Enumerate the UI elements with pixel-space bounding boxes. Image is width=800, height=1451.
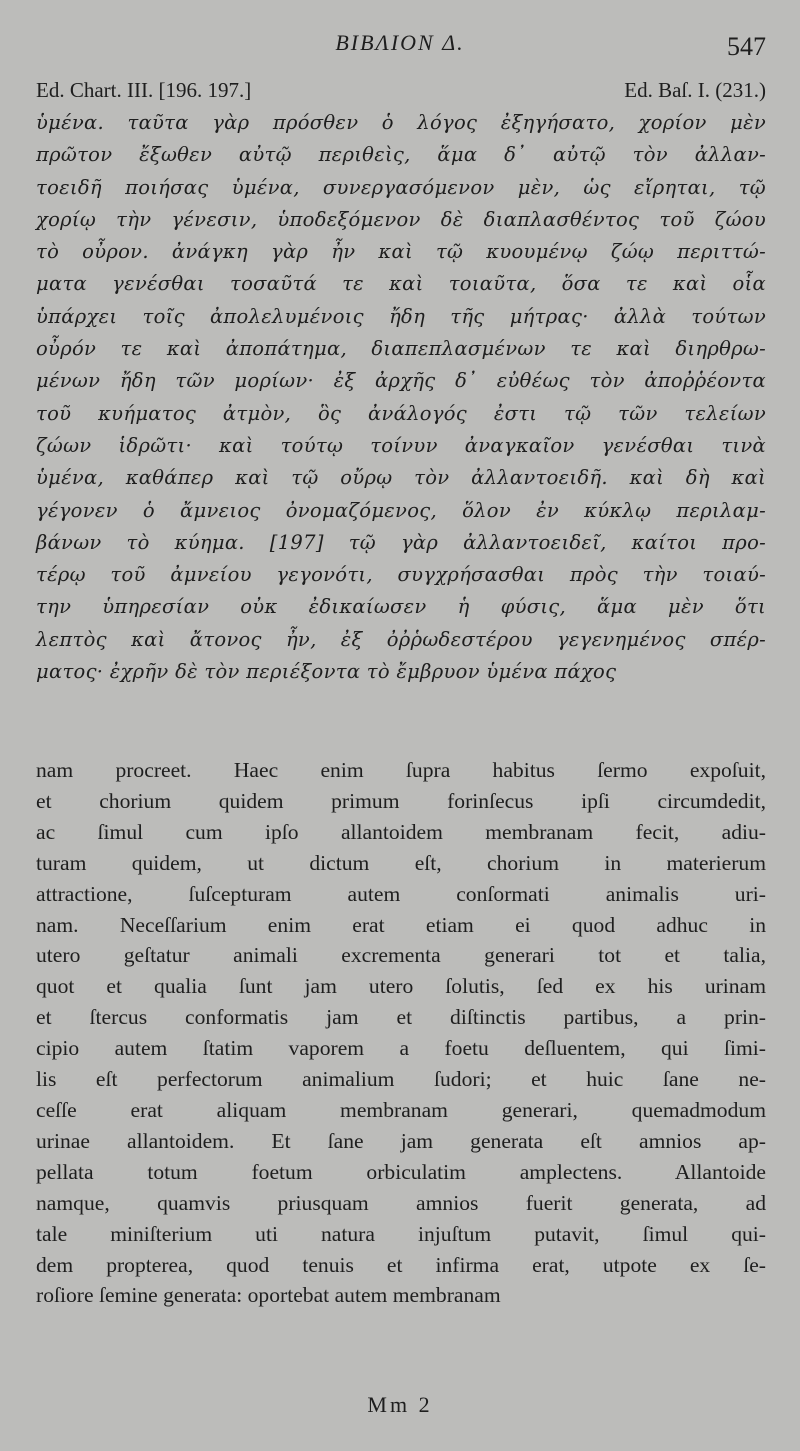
latin-text-line: urinae allantoidem. Et ſane jam generata eſt amnios ap- xyxy=(36,1128,766,1153)
running-title: BIBΛION Δ. xyxy=(335,30,465,55)
latin-text-line: namque, quamvis priusquam amnios fuerit generata, ad xyxy=(36,1190,766,1215)
latin-text-line: pellata totum foetum orbiculatim amplectens. Allantoide xyxy=(36,1159,766,1184)
greek-text-line: ὑμένα. ταῦτα γὰρ πρόσθεν ὁ λόγος ἐξηγήσατο, χορίον μὲν xyxy=(36,111,766,134)
latin-text-line: quot et qualia ſunt jam utero ſolutis, ſed ex his urinam xyxy=(36,974,766,999)
greek-text-line: ζώων ἱδρῶτι· καὶ τούτῳ τοίνυν ἀναγκαῖον γενέσθαι τινὰ xyxy=(36,433,766,457)
latin-text-line: turam quidem, ut dictum eſt, chorium in materierum xyxy=(36,850,766,875)
latin-text-line: lis eſt perfectorum animalium ſudori; et huic ſane ne- xyxy=(36,1067,766,1092)
latin-text-line: attractione, ſuſcepturam autem conſormati animalis uri- xyxy=(36,881,766,906)
latin-text-line: tale miniſterium uti natura injuſtum putavit, ſimul qui- xyxy=(36,1221,766,1246)
greek-text-line: την ὑπηρεσίαν οὐκ ἐδικαίωσεν ἡ φύσις, ἅμα μὲν ὅτι xyxy=(36,595,766,619)
edition-reference-line xyxy=(36,78,766,103)
greek-text-line: οὖρόν τε καὶ ἀποπάτημα, διαπεπλασμένων τε καὶ διηρθρω- xyxy=(36,337,766,361)
latin-text-line: utero geſtatur animali excrementa generari tot et talia, xyxy=(36,943,766,968)
latin-text-line: dem propterea, quod tenuis et infirma erat, utpote ex ſe- xyxy=(36,1252,766,1277)
latin-text-line: et chorium quidem primum forinſecus ipſi circumdedit, xyxy=(36,788,766,813)
page-number: 547 xyxy=(727,32,766,61)
latin-text-line: nam. Neceſſarium enim erat etiam ei quod adhuc in xyxy=(36,912,766,937)
greek-text-line: ὑπάρχει τοῖς ἀπολελυμένοις ἤδη τῆς μήτρας· ἀλλὰ τούτων xyxy=(36,304,766,328)
greek-text-line: βάνων τὸ κύημα. [197] τῷ γὰρ ἀλλαντοειδεῖ, καίτοι προ- xyxy=(36,530,766,554)
greek-text-line: τέρῳ τοῦ ἀμνείου γεγονότι, συγχρήσασθαι πρὸς τὴν τοιαύ- xyxy=(36,563,766,587)
greek-text-line: γέγονεν ὁ ἄμνειος ὀνομαζόμενος, ὅλον ἐν κύκλῳ περιλαμ- xyxy=(36,498,766,522)
greek-text-line: τοῦ κυήματος ἀτμὸν, ὃς ἀνάλογός ἐστι τῷ τῶν τελείων xyxy=(36,401,766,425)
greek-text-line: λεπτὸς καὶ ἄτονος ἦν, ἐξ ὀῤῥωδεστέρου γεγενημένος σπέρ- xyxy=(36,627,766,651)
greek-text-line: τὸ οὖρον. ἀνάγκη γὰρ ἦν καὶ τῷ κυουμένῳ ζώῳ περιττώ- xyxy=(36,240,766,264)
edition-reference-left: Ed. Chart. III. [196. 197.] xyxy=(36,78,252,102)
greek-text-line: μένων ἤδη τῶν μορίων· ἐξ ἀρχῆς δ᾽ εὐθέως τὸν ἀποῤῥέοντα xyxy=(36,369,766,393)
greek-text-line: ὑμένα, καθάπερ καὶ τῷ οὔρῳ τὸν ἀλλαντοειδῆ. καὶ δὴ καὶ xyxy=(36,466,766,490)
greek-text-block xyxy=(36,107,766,688)
edition-reference-right: Ed. Baſ. I. (231.) xyxy=(624,78,766,102)
latin-text-line: et ſtercus conformatis jam et diſtinctis partibus, a prin- xyxy=(36,1005,766,1030)
greek-text-line: ματα γενέσθαι τοσαῦτά τε καὶ τοιαῦτα, ὅσα τε καὶ οἷα xyxy=(36,272,766,296)
greek-text-line: τοειδῆ ποιήσας ὑμένα, συνεργασόμενον μὲν, ὡς εἴρηται, τῷ xyxy=(36,175,766,199)
greek-text-line: χορίῳ τὴν γένεσιν, ὑποδεξόμενον δὲ διαπλασθέντος τοῦ ζώου xyxy=(36,207,766,231)
signature-mark: Mm 2 xyxy=(367,1392,433,1417)
latin-text-line: ac ſimul cum ipſo allantoidem membranam fecit, adiu- xyxy=(36,819,766,844)
latin-text-line: cipio autem ſtatim vaporem a foetu deſluentem, qui ſimi- xyxy=(36,1036,766,1061)
latin-text-line: ceſſe erat aliquam membranam generari, quemadmodum xyxy=(36,1097,766,1122)
latin-text-line: nam procreet. Haec enim ſupra habitus ſermo expoſuit, xyxy=(36,758,766,782)
greek-text-line: πρῶτον ἔξωθεν αὐτῷ περιθεὶς, ἅμα δ᾽ αὐτῷ τὸν ἀλλαν- xyxy=(36,143,766,167)
latin-text-block xyxy=(36,755,766,1311)
latin-text-line: roſiore ſemine generata: oportebat autem membranam xyxy=(36,1283,501,1308)
greek-text-line: ματος· ἐχρῆν δὲ τὸν περιέξοντα τὸ ἔμβρυον ὑμένα πάχος xyxy=(36,660,617,684)
